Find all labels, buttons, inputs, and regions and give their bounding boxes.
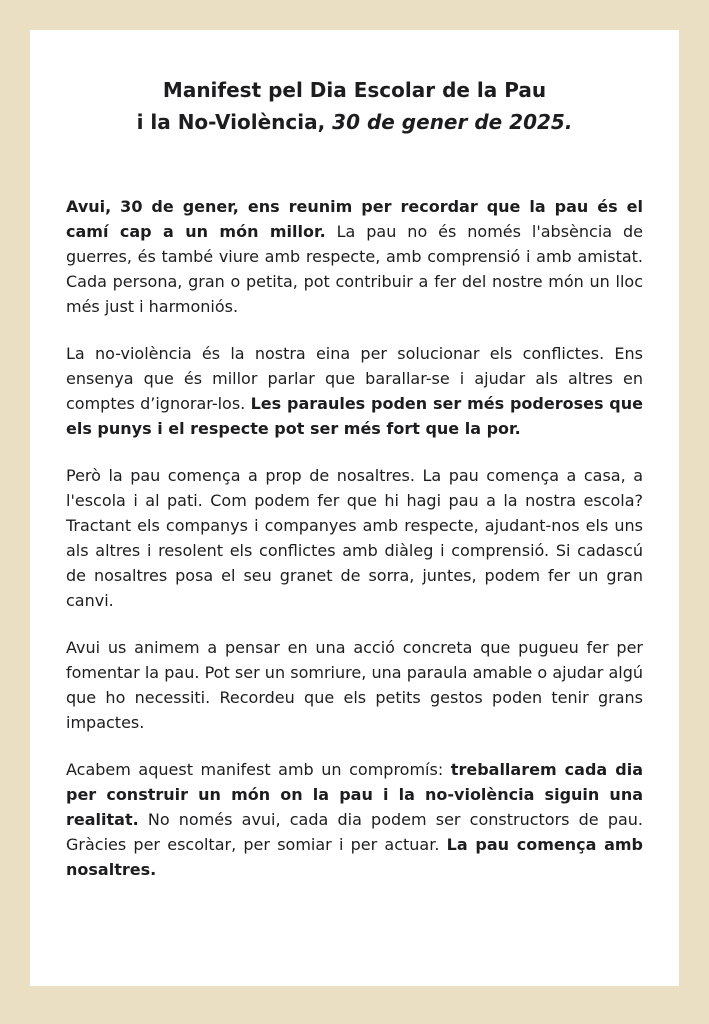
title-line-2 [66, 106, 643, 138]
paragraph-1-bold-lead: Avui, 30 de gener, ens reunim per recordar que la pau és el camí cap a un món millor. [66, 197, 643, 241]
paragraph-5-text-1: Acabem aquest manifest amb un compromís: [66, 760, 451, 779]
paragraph-5-bold-2: La pau comença amb nosaltres. [66, 835, 644, 879]
title-line-2-date: 30 de gener de 2025. [332, 110, 573, 134]
title-line-2-text: i la No-Violència, [136, 110, 333, 134]
paragraph-3-text: Però la pau comença a prop de nosaltres. La pau comença a casa, a l'escola i al pati. Com podem fer que hi hagi pau a la nostra escola? Tractant els companys i companyes amb respecte, ajudant-nos els uns als altres i resolent els conflictes amb diàleg i comprensió. Si cadascú de nosaltres posa el seu granet de sorra, juntes, podem fer un gran canvi. [66, 466, 643, 610]
paragraph-3 [66, 463, 643, 613]
paragraph-5-bold-1: treballarem cada dia per construir un món on la pau i la no-violència siguin una realitat. [66, 760, 643, 829]
paragraph-5 [66, 757, 643, 882]
paragraph-1-text: La pau no és només l'absència de guerres, és també viure amb respecte, amb comprensió i amb amistat. Cada persona, gran o petita, pot contribuir a fer del nostre món un lloc més just i harmoniós. [66, 222, 643, 316]
document-title [66, 74, 643, 138]
document-page [30, 30, 679, 986]
title-line-1: Manifest pel Dia Escolar de la Pau [162, 78, 547, 102]
paragraph-4 [66, 635, 643, 735]
paragraph-2-bold-close: Les paraules poden ser més poderoses que els punys i el respecte pot ser més fort que la por. [66, 394, 644, 438]
paragraph-1 [66, 194, 643, 319]
paragraph-2 [66, 341, 643, 441]
paragraph-4-text: Avui us animem a pensar en una acció concreta que pugueu fer per fomentar la pau. Pot ser un somriure, una paraula amable o ajudar algú que ho necessiti. Recordeu que els petits gestos poden tenir grans impactes. [66, 638, 643, 732]
paragraph-2-text: La no-violència és la nostra eina per solucionar els conflictes. Ens ensenya que és millor parlar que barallar-se i ajudar als altres en comptes d’ignorar-los. [66, 344, 643, 413]
paragraph-5-text-2: No només avui, cada dia podem ser constructors de pau. Gràcies per escoltar, per somiar i per actuar. [66, 810, 643, 854]
